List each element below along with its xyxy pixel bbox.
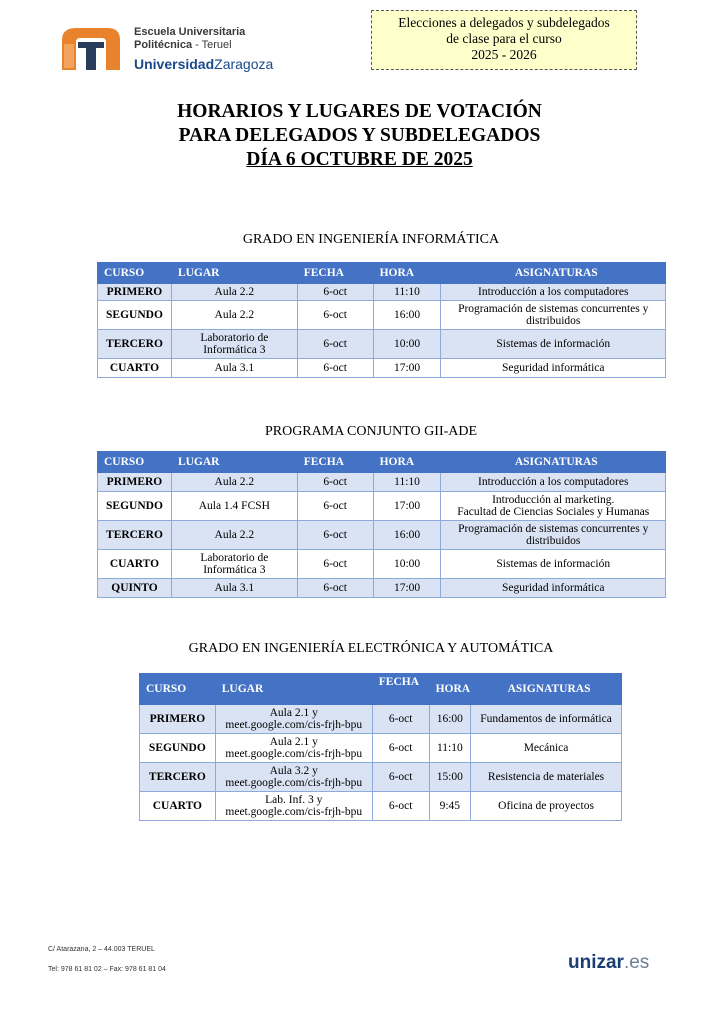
- cell-line: Oficina de proyectos: [498, 800, 594, 812]
- cell-asignaturas: [441, 521, 666, 550]
- cell-fecha: 6-oct: [297, 521, 373, 550]
- callout-line: 2025 - 2026: [471, 47, 537, 62]
- page-title: [0, 100, 719, 172]
- cell-line: Introducción al marketing.: [492, 494, 615, 506]
- schedule-table-gii-ade: [97, 451, 666, 598]
- cell-hora: 11:10: [373, 473, 441, 492]
- cell-hora: 16:00: [373, 521, 441, 550]
- cell-lugar: [215, 763, 372, 792]
- table-row: [98, 301, 666, 330]
- cell-asignaturas: [441, 330, 666, 359]
- title-line-1: HORARIOS Y LUGARES DE VOTACIÓN: [177, 101, 542, 122]
- cell-line: Laboratorio de: [200, 332, 269, 344]
- cell-hora: 16:00: [429, 705, 471, 734]
- callout-line: de clase para el curso: [446, 31, 562, 46]
- cell-lugar: [215, 792, 372, 821]
- header-hora: HORA: [429, 674, 471, 705]
- cell-fecha: 6-oct: [297, 579, 373, 598]
- header-asignaturas: ASIGNATURAS: [441, 452, 666, 473]
- footer-phone: Tel: 978 61 81 02 – Fax: 978 61 81 04: [48, 966, 166, 973]
- cell-line: Aula 2.1 y: [269, 736, 318, 748]
- cell-line: Sistemas de información: [496, 338, 611, 350]
- cell-fecha: 6-oct: [372, 763, 429, 792]
- cell-lugar: [171, 330, 297, 359]
- cell-asignaturas: [441, 550, 666, 579]
- cell-fecha: 6-oct: [297, 330, 373, 359]
- table-header-row: [98, 263, 666, 284]
- cell-line: Aula 3.1: [214, 362, 255, 374]
- section-title-electronica: GRADO EN INGENIERÍA ELECTRÓNICA Y AUTOMÁTICA: [188, 641, 554, 656]
- table-row: [98, 579, 666, 598]
- cell-line: Resistencia de materiales: [487, 771, 605, 783]
- cell-line: Laboratorio de: [200, 552, 269, 564]
- unizar-logo: unizar.es: [568, 952, 650, 973]
- cell-lugar: [215, 734, 372, 763]
- logo-line-1: Escuela Universitaria: [134, 26, 246, 38]
- cell-line: meet.google.com/cis-frjh-bpu: [225, 777, 363, 789]
- cell-curso: TERCERO: [140, 763, 216, 792]
- cell-curso: CUARTO: [98, 359, 172, 378]
- cell-hora: 15:00: [429, 763, 471, 792]
- title-date: DÍA 6 OCTUBRE DE 2025: [246, 149, 473, 170]
- cell-lugar: [171, 492, 297, 521]
- cell-line: Aula 2.2: [214, 286, 255, 298]
- cell-fecha: 6-oct: [297, 284, 373, 301]
- cell-line: Aula 2.2: [214, 476, 255, 488]
- cell-lugar: [171, 579, 297, 598]
- cell-hora: 17:00: [373, 359, 441, 378]
- eupt-logo-icon: [56, 24, 126, 74]
- header-lugar: LUGAR: [215, 674, 372, 705]
- cell-fecha: 6-oct: [297, 473, 373, 492]
- cell-fecha: 6-oct: [297, 359, 373, 378]
- cell-hora: 16:00: [373, 301, 441, 330]
- cell-fecha: 6-oct: [297, 301, 373, 330]
- table-row: [140, 705, 622, 734]
- cell-line: distribuidos: [526, 535, 581, 547]
- cell-line: Sistemas de información: [496, 558, 611, 570]
- cell-line: Programación de sistemas concurrentes y: [458, 303, 649, 315]
- cell-lugar: [171, 284, 297, 301]
- table-row: [98, 359, 666, 378]
- cell-hora: 11:10: [373, 284, 441, 301]
- cell-asignaturas: [471, 705, 622, 734]
- cell-line: Informática 3: [203, 344, 266, 356]
- header-lugar: LUGAR: [171, 452, 297, 473]
- cell-fecha: 6-oct: [372, 792, 429, 821]
- university-logo: [56, 22, 286, 80]
- cell-asignaturas: [471, 792, 622, 821]
- cell-line: Aula 3.1: [214, 582, 255, 594]
- cell-fecha: 6-oct: [372, 734, 429, 763]
- header-lugar: LUGAR: [171, 263, 297, 284]
- cell-line: Fundamentos de informática: [480, 713, 612, 725]
- cell-lugar: [171, 301, 297, 330]
- cell-line: Aula 2.2: [214, 309, 255, 321]
- logo-line-2: Politécnica - Teruel: [134, 39, 232, 51]
- cell-hora: 17:00: [373, 492, 441, 521]
- section-title-informatica: GRADO EN INGENIERÍA INFORMÁTICA: [242, 232, 500, 247]
- cell-line: Informática 3: [203, 564, 266, 576]
- schedule-table-informatica: [97, 262, 666, 378]
- header-curso: CURSO: [98, 452, 172, 473]
- cell-line: Seguridad informática: [501, 582, 605, 594]
- header-asignaturas: ASIGNATURAS: [441, 263, 666, 284]
- cell-line: Lab. Inf. 3 y: [265, 794, 323, 806]
- schedule-table-electronica: [139, 673, 622, 821]
- cell-asignaturas: [471, 763, 622, 792]
- cell-hora: 17:00: [373, 579, 441, 598]
- cell-curso: TERCERO: [98, 330, 172, 359]
- table-row: [98, 284, 666, 301]
- cell-lugar: [171, 521, 297, 550]
- cell-line: Introducción a los computadores: [478, 286, 629, 298]
- header-hora: HORA: [373, 452, 441, 473]
- cell-lugar: [171, 473, 297, 492]
- logo-line-3: UniversidadZaragoza: [134, 56, 274, 72]
- cell-asignaturas: [441, 284, 666, 301]
- cell-line: Mecánica: [523, 742, 569, 754]
- cell-asignaturas: [441, 359, 666, 378]
- cell-asignaturas: [441, 492, 666, 521]
- cell-fecha: 6-oct: [297, 550, 373, 579]
- table-header-row: [98, 452, 666, 473]
- cell-line: distribuidos: [526, 315, 581, 327]
- cell-hora: 10:00: [373, 330, 441, 359]
- table-row: [98, 492, 666, 521]
- election-callout: [371, 10, 637, 70]
- cell-curso: QUINTO: [98, 579, 172, 598]
- header-fecha: FECHA: [297, 263, 373, 284]
- cell-line: meet.google.com/cis-frjh-bpu: [225, 806, 363, 818]
- cell-line: Introducción a los computadores: [478, 476, 629, 488]
- cell-hora: 10:00: [373, 550, 441, 579]
- cell-asignaturas: [441, 301, 666, 330]
- cell-line: meet.google.com/cis-frjh-bpu: [225, 719, 363, 731]
- cell-lugar: [215, 705, 372, 734]
- cell-line: meet.google.com/cis-frjh-bpu: [225, 748, 363, 760]
- table-row: [98, 330, 666, 359]
- callout-line: Elecciones a delegados y subdelegados: [398, 15, 610, 30]
- cell-line: Facultad de Ciencias Sociales y Humanas: [457, 506, 650, 518]
- header-fecha: FECHA: [297, 452, 373, 473]
- cell-hora: 11:10: [429, 734, 471, 763]
- title-line-2: PARA DELEGADOS Y SUBDELEGADOS: [178, 125, 541, 146]
- cell-curso: SEGUNDO: [98, 492, 172, 521]
- footer-address: C/ Atarazana, 2 – 44.003 TERUEL: [48, 946, 155, 953]
- cell-lugar: [171, 550, 297, 579]
- cell-line: Aula 1.4 FCSH: [198, 500, 270, 512]
- cell-curso: TERCERO: [98, 521, 172, 550]
- cell-line: Seguridad informática: [501, 362, 605, 374]
- cell-asignaturas: [441, 473, 666, 492]
- table-row: [98, 550, 666, 579]
- cell-curso: SEGUNDO: [140, 734, 216, 763]
- table-row: [98, 521, 666, 550]
- header-fecha: FECHA: [372, 674, 429, 705]
- table-row: [140, 734, 622, 763]
- header-asignaturas: ASIGNATURAS: [471, 674, 622, 705]
- cell-line: Programación de sistemas concurrentes y: [458, 523, 649, 535]
- header-hora: HORA: [373, 263, 441, 284]
- cell-hora: 9:45: [429, 792, 471, 821]
- header-curso: CURSO: [98, 263, 172, 284]
- cell-curso: SEGUNDO: [98, 301, 172, 330]
- table-header-row: [140, 674, 622, 705]
- section-title-gii-ade: PROGRAMA CONJUNTO GII-ADE: [264, 424, 478, 439]
- cell-fecha: 6-oct: [372, 705, 429, 734]
- table-row: [140, 792, 622, 821]
- table-row: [98, 473, 666, 492]
- cell-lugar: [171, 359, 297, 378]
- cell-asignaturas: [441, 579, 666, 598]
- cell-curso: PRIMERO: [140, 705, 216, 734]
- cell-curso: CUARTO: [98, 550, 172, 579]
- cell-line: Aula 2.2: [214, 529, 255, 541]
- cell-line: Aula 2.1 y: [269, 707, 318, 719]
- cell-curso: CUARTO: [140, 792, 216, 821]
- cell-asignaturas: [471, 734, 622, 763]
- cell-fecha: 6-oct: [297, 492, 373, 521]
- cell-curso: PRIMERO: [98, 284, 172, 301]
- table-row: [140, 763, 622, 792]
- cell-line: Aula 3.2 y: [269, 765, 318, 777]
- header-curso: CURSO: [140, 674, 216, 705]
- cell-curso: PRIMERO: [98, 473, 172, 492]
